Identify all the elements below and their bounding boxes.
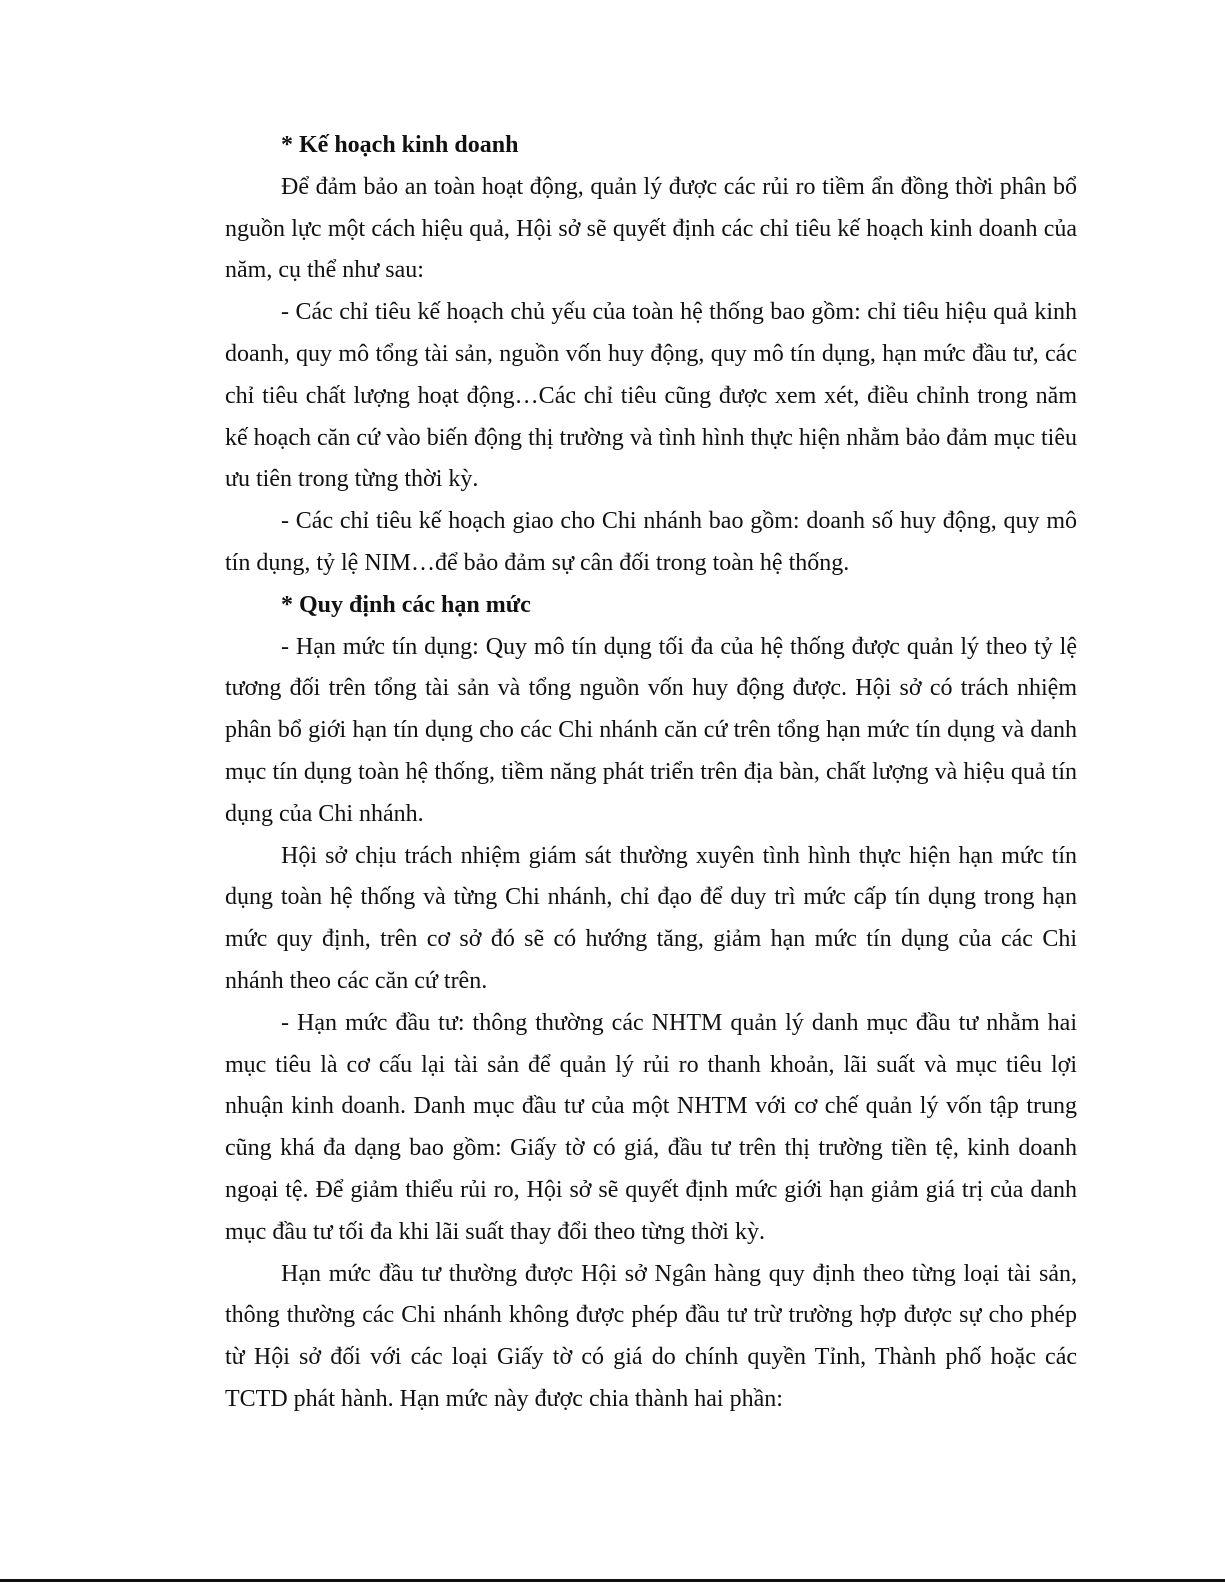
document-body — [225, 125, 1077, 1421]
paragraph-credit-supervision: Hội sở chịu trách nhiệm giám sát thường xuyên tình hình thực hiện hạn mức tín dụng toàn hệ thống và từng Chi nhánh, chỉ đạo để duy trì mức cấp tín dụng trong hạn mức quy định, trên cơ sở đó sẽ có hướng tăng, giảm hạn mức tín dụng của các Chi nhánh theo các căn cứ trên. — [225, 842, 1077, 994]
paragraph-investment-limit: - Hạn mức đầu tư: thông thường các NHTM quản lý danh mục đầu tư nhằm hai mục tiêu là cơ cấu lại tài sản để quản lý rủi ro thanh khoản, lãi suất và mục tiêu lợi nhuận kinh doanh. Danh mục đầu tư của một NHTM với cơ chế quản lý vốn tập trung cũng khá đa dạng bao gồm: Giấy tờ có giá, đầu tư trên thị trường tiền tệ, kinh doanh ngoại tệ. Để giảm thiểu rủi ro, Hội sở sẽ quyết định mức giới hạn giảm giá trị của danh mục đầu tư tối đa khi lãi suất thay đổi theo từng thời kỳ. — [225, 1009, 1077, 1245]
paragraph-investment-limit-detail: Hạn mức đầu tư thường được Hội sở Ngân hàng quy định theo từng loại tài sản, thông thường các Chi nhánh không được phép đầu tư trừ trường hợp được sự cho phép từ Hội sở đối với các loại Giấy tờ có giá do chính quyền Tỉnh, Thành phố hoặc các TCTD phát hành. Hạn mức này được chia thành hai phần: — [225, 1260, 1077, 1412]
paragraph-system-targets: - Các chỉ tiêu kế hoạch chủ yếu của toàn hệ thống bao gồm: chỉ tiêu hiệu quả kinh doanh, quy mô tổng tài sản, nguồn vốn huy động, quy mô tín dụng, hạn mức đầu tư, các chỉ tiêu chất lượng hoạt động…Các chỉ tiêu cũng được xem xét, điều chỉnh trong năm kế hoạch căn cứ vào biến động thị trường và tình hình thực hiện nhằm bảo đảm mục tiêu ưu tiên trong từng thời kỳ. — [225, 299, 1077, 493]
paragraph-business-plan-intro: Để đảm bảo an toàn hoạt động, quản lý được các rủi ro tiềm ẩn đồng thời phân bổ nguồn lực một cách hiệu quả, Hội sở sẽ quyết định các chỉ tiêu kế hoạch kinh doanh của năm, cụ thể như sau: — [225, 173, 1077, 284]
section-heading-business-plan: * Kế hoạch kinh doanh — [281, 132, 519, 158]
paragraph-credit-limit: - Hạn mức tín dụng: Quy mô tín dụng tối đa của hệ thống được quản lý theo tỷ lệ tương đối trên tổng tài sản và tổng nguồn vốn huy động được. Hội sở có trách nhiệm phân bổ giới hạn tín dụng cho các Chi nhánh căn cứ trên tổng hạn mức tín dụng và danh mục tín dụng toàn hệ thống, tiềm năng phát triển trên địa bàn, chất lượng và hiệu quả tín dụng của Chi nhánh. — [225, 633, 1077, 827]
paragraph-branch-targets: - Các chỉ tiêu kế hoạch giao cho Chi nhánh bao gồm: doanh số huy động, quy mô tín dụng, tỷ lệ NIM…để bảo đảm sự cân đối trong toàn hệ thống. — [225, 508, 1077, 576]
page-bottom-rule — [0, 1579, 1225, 1582]
section-heading-limits: * Quy định các hạn mức — [281, 591, 531, 618]
